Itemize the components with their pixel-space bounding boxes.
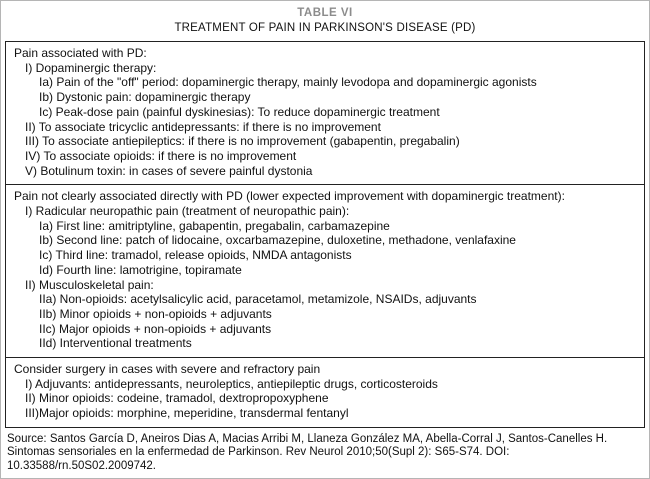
table-section: [6, 184, 644, 357]
table-line: I) Radicular neuropathic pain (treatment of neuropathic pain):: [25, 204, 350, 219]
table-line: IV) To associate opioids: if there is no improvement: [25, 148, 297, 163]
table-line: I) Adjuvants: antidepressants, neuroleptics, antiepileptic drugs, corticosteroids: [25, 376, 438, 391]
table-header: [1, 1, 649, 34]
table-line: IId) Interventional treatments: [39, 336, 192, 351]
table-line: Ic) Peak-dose pain (painful dyskinesias): To reduce dopaminergic treatment: [39, 104, 440, 119]
table-title: TREATMENT OF PAIN IN PARKINSON'S DISEASE (PD): [174, 22, 476, 34]
table-line: III)Major opioids: morphine, meperidine, transdermal fentanyl: [25, 406, 349, 421]
table-box: [5, 41, 645, 428]
table-line: Pain not clearly associated directly with PD (lower expected improvement with dopaminergic treatment):: [14, 189, 565, 204]
table-line: II) Musculoskeletal pain:: [25, 277, 154, 292]
table-line: Consider surgery in cases with severe and refractory pain: [14, 362, 321, 377]
table-line: Pain associated with PD:: [14, 46, 147, 60]
table-line: Ib) Dystonic pain: dopaminergic therapy: [39, 90, 251, 105]
table-line: Id) Fourth line: lamotrigine, topiramate: [39, 262, 242, 277]
table-section: [6, 42, 644, 184]
table-line: III) To associate antiepileptics: if there is no improvement (gabapentin, pregabalin): [25, 134, 460, 149]
table-line: II) Minor opioids: codeine, tramadol, dextropropoxyphene: [25, 391, 329, 406]
table-line: Ib) Second line: patch of lidocaine, oxcarbamazepine, duloxetine, methadone, venlafaxine: [39, 233, 516, 248]
table-line: Ia) Pain of the "off" period: dopaminergic therapy, mainly levodopa and dopaminergic agonists: [39, 75, 537, 90]
table-line: Ic) Third line: tramadol, release opioids, NMDA antagonists: [39, 248, 352, 263]
table-line: IIc) Major opioids + non-opioids + adjuvants: [39, 321, 272, 336]
table-number-label: TABLE VI: [297, 7, 353, 19]
table-line: V) Botulinum toxin: in cases of severe painful dystonia: [25, 163, 313, 178]
table-section: [6, 357, 644, 427]
table-line: I) Dopaminergic therapy:: [25, 60, 157, 75]
table-line: IIa) Non-opioids: acetylsalicylic acid, paracetamol, metamizole, NSAIDs, adjuvants: [39, 292, 477, 307]
table-line: Ia) First line: amitriptyline, gabapentin, pregabalin, carbamazepine: [39, 218, 390, 233]
table-line: IIb) Minor opioids + non-opioids + adjuvants: [39, 306, 272, 321]
source-citation: Source: Santos García D, Aneiros Dias A, Macias Arribi M, Llaneza González MA, Abella-Corral J, Santos-Canelles H. Sintomas sensoriales en la enfermedad de Parkinson. Rev Neurol 2010;50(Supl 2): S65-S74. DOI: 10.33588/rn.50S02.2009742.: [7, 432, 608, 473]
table-line: II) To associate tricyclic antidepressants: if there is no improvement: [25, 119, 381, 134]
